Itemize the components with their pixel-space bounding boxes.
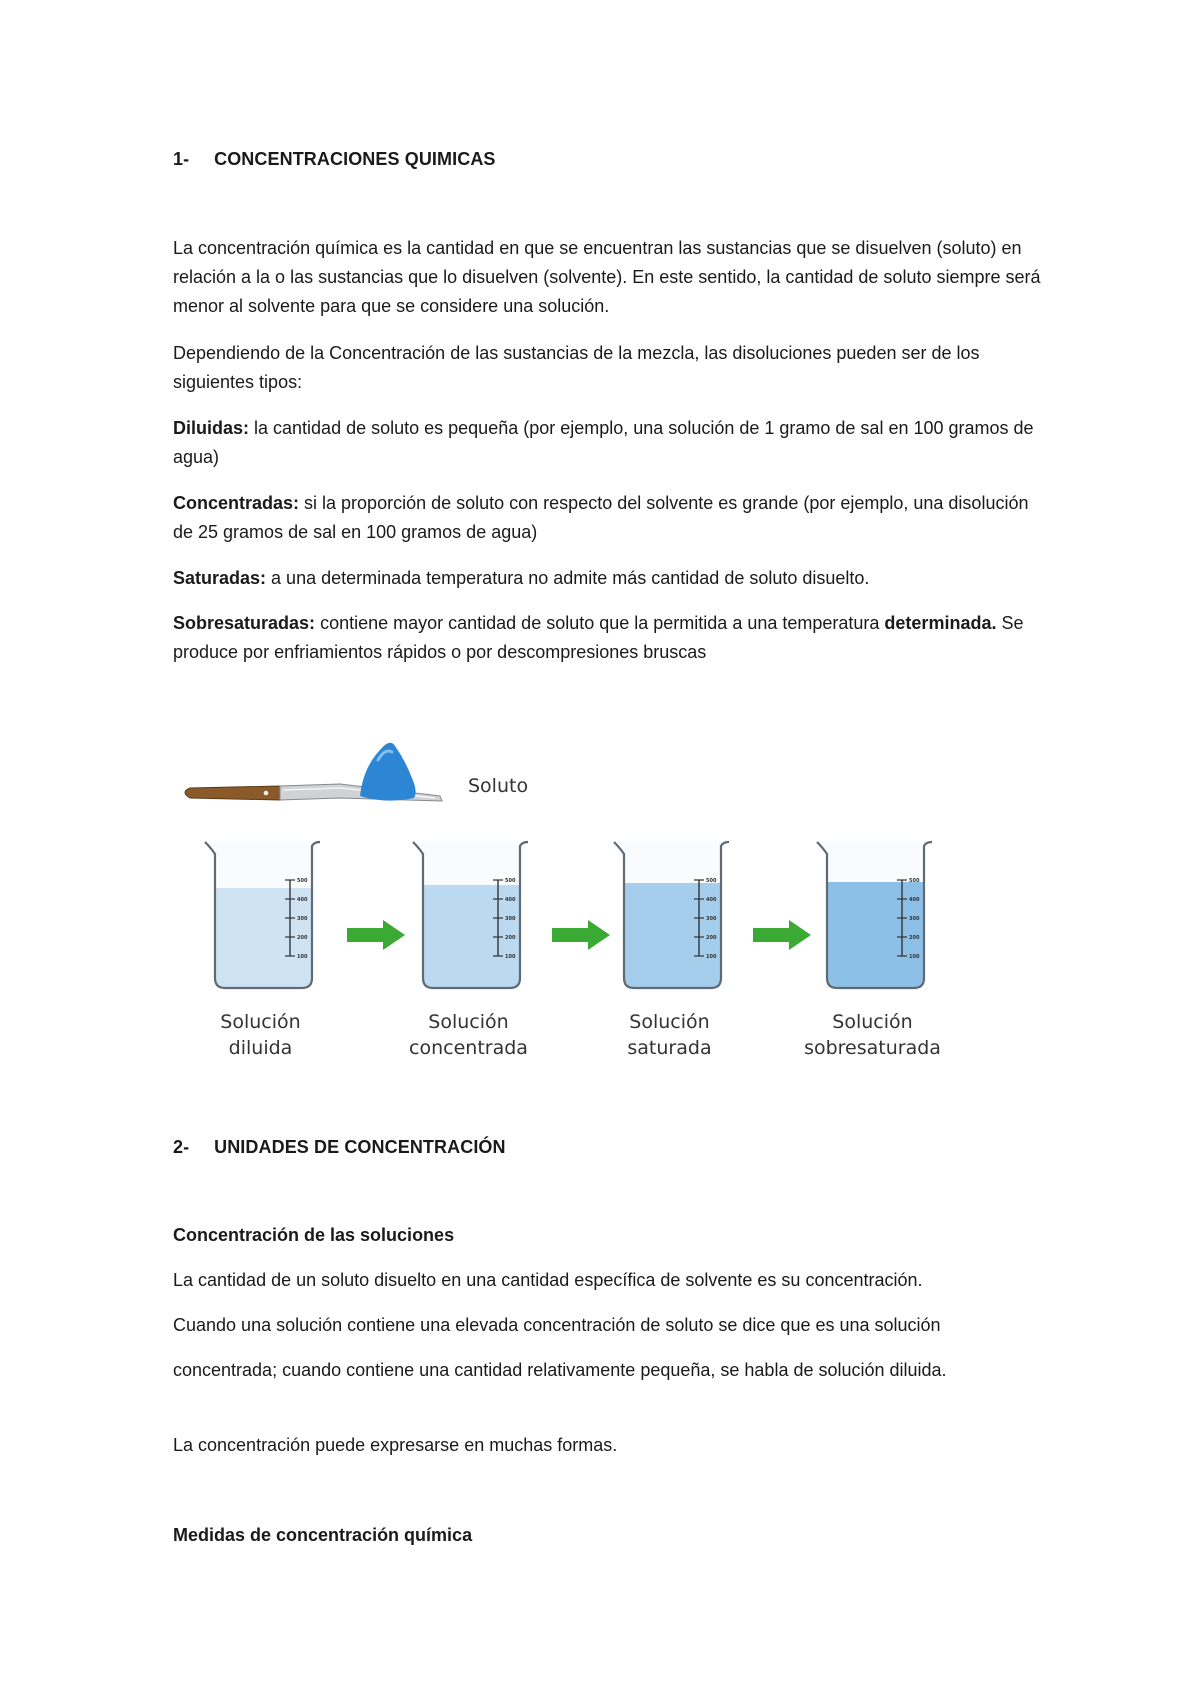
type-diluidas [173, 414, 1043, 472]
scale-tick-label: 400 [909, 897, 920, 903]
scale-tick-label: 500 [297, 878, 308, 884]
scale-tick-label: 200 [297, 935, 308, 941]
right-arrow-icon [753, 920, 811, 950]
beaker-glass [614, 842, 729, 988]
type-text: a una determinada temperatura no admite más cantidad de soluto disuelto. [266, 568, 870, 588]
right-arrow-icon [347, 920, 405, 950]
scale-tick-label: 500 [505, 878, 516, 884]
type-text: la cantidad de soluto es pequeña (por ejemplo, una solución de 1 gramo de sal en 100 gramos de agua) [173, 418, 1034, 467]
beaker-label-line1: Solución [629, 1011, 710, 1033]
type-term-2: determinada. [884, 613, 997, 633]
intro-paragraph-1: La concentración química es la cantidad en que se encuentran las sustancias que se disuelven (soluto) en relación a la o las sustancias que lo disuelven (solvente). En este sentido, la cantidad de soluto siempre será menor al solvente para que se considere una solución. [173, 238, 1041, 316]
solution-types-figure [180, 730, 960, 1060]
beaker-glass [413, 842, 528, 988]
subheading-medidas: Medidas de concentración química [173, 1525, 473, 1545]
scale-tick-label: 200 [706, 935, 717, 941]
scale-tick-label: 300 [909, 916, 920, 922]
section-2-heading [173, 1133, 1043, 1162]
section-2-paragraph-2: Cuando una solución contiene una elevada concentración de soluto se dice que es una solución [173, 1315, 941, 1335]
beaker-label-line1: Solución [220, 1011, 301, 1033]
beaker-label-line2: saturada [627, 1037, 712, 1059]
scale-tick-label: 400 [505, 897, 516, 903]
beaker-glass [817, 842, 932, 988]
scale-tick-label: 300 [297, 916, 308, 922]
scale-tick-label: 300 [505, 916, 516, 922]
type-text: contiene mayor cantidad de soluto que la permitida a una temperatura [315, 613, 885, 633]
type-concentradas [173, 489, 1043, 547]
section-1-heading [173, 145, 1043, 174]
beaker-label-line1: Solución [832, 1011, 913, 1033]
type-saturadas [173, 564, 1043, 593]
solute-label: Soluto [468, 775, 529, 797]
beakers-group [205, 842, 941, 1059]
type-term: Sobresaturadas: [173, 613, 316, 633]
section-2-paragraph-3: concentrada; cuando contiene una cantidad relativamente pequeña, se habla de solución diluida. [173, 1360, 947, 1380]
type-term: Concentradas: [173, 493, 300, 513]
beaker-3 [614, 842, 729, 1059]
section-2-number: 2- [173, 1137, 190, 1157]
intro-paragraph-2: Dependiendo de la Concentración de las sustancias de la mezcla, las disoluciones pueden ser de los siguientes tipos: [173, 343, 980, 392]
scale-tick-label: 300 [706, 916, 717, 922]
beaker-label-line1: Solución [428, 1011, 509, 1033]
type-text: si la proporción de soluto con respecto del solvente es grande (por ejemplo, una disolución de 25 gramos de sal en 100 gramos de agua) [173, 493, 1029, 542]
scale-tick-label: 200 [505, 935, 516, 941]
beaker-2 [409, 842, 528, 1059]
scale-tick-label: 400 [297, 897, 308, 903]
section-2-paragraph-1: La cantidad de un soluto disuelto en una cantidad específica de solvente es su concentración. [173, 1270, 923, 1290]
scale-tick-label: 100 [297, 954, 308, 960]
scale-tick-label: 100 [706, 954, 717, 960]
type-term: Diluidas: [173, 418, 250, 438]
beaker-label-line2: sobresaturada [804, 1037, 941, 1059]
section-1-title: CONCENTRACIONES QUIMICAS [214, 149, 496, 169]
subheading-concentracion: Concentración de las soluciones [173, 1225, 455, 1245]
scale-tick-label: 400 [706, 897, 717, 903]
beaker-label-line2: concentrada [409, 1037, 528, 1059]
section-2-title: UNIDADES DE CONCENTRACIÓN [214, 1137, 506, 1157]
scale-tick-label: 500 [706, 878, 717, 884]
beaker-1 [205, 842, 320, 1059]
type-text-2: Se produce por enfriamientos rápidos o por descompresiones bruscas [173, 613, 1024, 662]
beaker-label-line2: diluida [228, 1037, 293, 1059]
type-sobresaturadas [173, 609, 1043, 667]
scale-tick-label: 100 [505, 954, 516, 960]
section-2-paragraph-4: La concentración puede expresarse en muchas formas. [173, 1435, 618, 1455]
right-arrow-icon [552, 920, 610, 950]
beaker-4 [804, 842, 941, 1059]
scale-tick-label: 500 [909, 878, 920, 884]
scale-tick-label: 200 [909, 935, 920, 941]
scale-tick-label: 100 [909, 954, 920, 960]
section-1-number: 1- [173, 149, 190, 169]
beaker-glass [205, 842, 320, 988]
type-term: Saturadas: [173, 568, 267, 588]
